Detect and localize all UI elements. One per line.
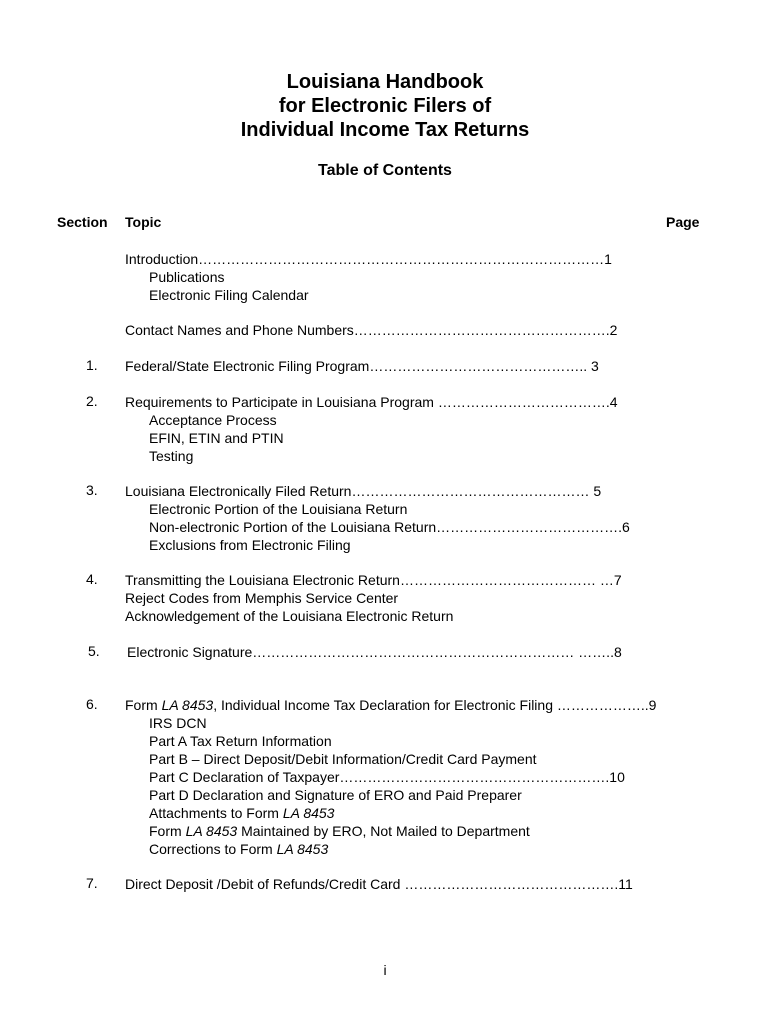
toc-entry-section-3[interactable] xyxy=(125,482,630,554)
sub-entry xyxy=(125,804,656,822)
sub-entry: Publications xyxy=(149,269,225,285)
sub-entry: Electronic Filing Calendar xyxy=(149,287,309,303)
sub-entry: IRS DCN xyxy=(149,715,207,731)
toc-entry-contacts[interactable] xyxy=(125,321,617,339)
title-line-2: for Electronic Filers of xyxy=(278,95,492,117)
sub-entry: Part A Tax Return Information xyxy=(149,733,332,749)
toc-entry-section-6[interactable] xyxy=(125,696,656,858)
section-number: 1. xyxy=(86,357,98,373)
toc-entry-introduction[interactable] xyxy=(125,250,612,304)
sub-entry xyxy=(125,822,656,840)
sub-entry-suffix: Maintained by ERO, Not Mailed to Department xyxy=(237,823,530,839)
entry-text-suffix: , Individual Income Tax Declaration for Electronic Filing ………………..9 xyxy=(213,697,657,713)
entry-text[interactable]: Direct Deposit /Debit of Refunds/Credit Card ……………………………………….11 xyxy=(125,876,633,892)
sub-entry-prefix: Form xyxy=(149,823,186,839)
sub-entry-prefix: Attachments to Form xyxy=(149,805,283,821)
entry-text[interactable]: Louisiana Electronically Filed Return…………………………………………… 5 xyxy=(125,483,602,499)
sub-entry: Part B – Direct Deposit/Debit Information/Credit Card Payment xyxy=(149,751,537,767)
toc-entry-section-1[interactable] xyxy=(125,357,599,375)
toc-entry-section-2[interactable] xyxy=(125,393,618,465)
page-number: i xyxy=(383,962,387,978)
topic-column-header: Topic xyxy=(125,214,162,230)
toc-heading: Table of Contents xyxy=(318,162,452,179)
section-number: 6. xyxy=(86,696,98,712)
section-number: 7. xyxy=(86,875,98,891)
section-number: 4. xyxy=(86,571,98,587)
title-line-1: Louisiana Handbook xyxy=(286,71,484,93)
form-name: LA 8453 xyxy=(185,823,238,839)
entry-text[interactable] xyxy=(125,696,656,714)
entry-text[interactable]: Transmitting the Louisiana Electronic Return…………………………………… …7 xyxy=(125,572,622,588)
sub-entry: Part D Declaration and Signature of ERO and Paid Preparer xyxy=(149,787,522,803)
sub-entry: Acceptance Process xyxy=(149,412,277,428)
toc-entry-section-5[interactable] xyxy=(127,643,622,661)
form-name: LA 8453 xyxy=(276,841,329,857)
sub-entry: EFIN, ETIN and PTIN xyxy=(149,430,284,446)
sub-entry: Exclusions from Electronic Filing xyxy=(149,537,351,553)
sub-entry[interactable]: Part C Declaration of Taxpayer………………………………………………….10 xyxy=(149,769,625,785)
entry-text-prefix: Form xyxy=(125,697,162,713)
page-column-header: Page xyxy=(666,214,700,230)
sub-entry: Reject Codes from Memphis Service Center xyxy=(125,590,399,606)
toc-entry-section-7[interactable] xyxy=(125,875,633,893)
section-number: 5. xyxy=(88,643,100,659)
toc-entry-section-4[interactable] xyxy=(125,571,622,625)
entry-text[interactable]: Federal/State Electronic Filing Program……………………………………….. 3 xyxy=(125,358,599,374)
sub-entry: Acknowledgement of the Louisiana Electronic Return xyxy=(125,608,454,624)
sub-entry xyxy=(125,840,656,858)
sub-entry-prefix: Corrections to Form xyxy=(149,841,277,857)
sub-entry[interactable]: Non-electronic Portion of the Louisiana Return………………………………….6 xyxy=(149,519,630,535)
form-name: LA 8453 xyxy=(161,697,214,713)
section-number: 3. xyxy=(86,482,98,498)
sub-entry: Testing xyxy=(149,448,194,464)
document-title xyxy=(0,70,770,142)
section-column-header: Section xyxy=(57,214,108,230)
entry-text[interactable]: Introduction……………………………………………………………………………1 xyxy=(125,251,612,267)
entry-text[interactable]: Contact Names and Phone Numbers……………………………………………….2 xyxy=(125,322,618,338)
section-number: 2. xyxy=(86,393,98,409)
entry-text[interactable]: Requirements to Participate in Louisiana Program ……………………………….4 xyxy=(125,394,618,410)
sub-entry: Electronic Portion of the Louisiana Return xyxy=(149,501,408,517)
form-name: LA 8453 xyxy=(282,805,335,821)
title-line-3: Individual Income Tax Returns xyxy=(240,119,530,141)
entry-text[interactable]: Electronic Signature…………………………………………………………… ……..8 xyxy=(127,644,622,660)
